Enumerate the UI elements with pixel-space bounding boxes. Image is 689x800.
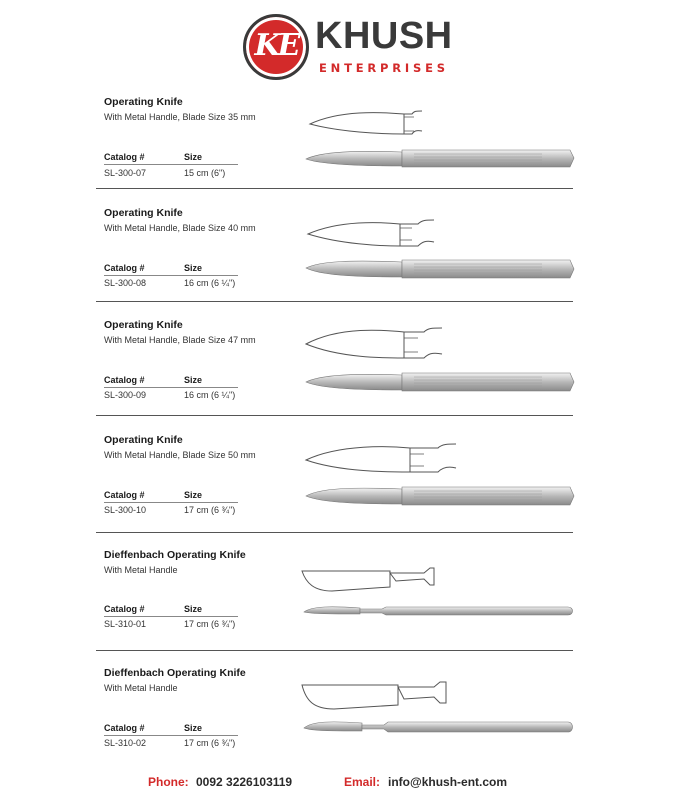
product-title: Operating Knife <box>104 319 183 331</box>
catalog-number: SL-300-08 <box>104 278 147 288</box>
product-title: Operating Knife <box>104 96 183 108</box>
catalog-header: Catalog # <box>104 263 145 273</box>
product-size: 16 cm (6 ¼") <box>184 390 236 400</box>
product-description: With Metal Handle, Blade Size 35 mm <box>104 112 256 122</box>
catalog-number: SL-310-02 <box>104 738 147 748</box>
product-description: With Metal Handle, Blade Size 40 mm <box>104 223 256 233</box>
header-rule <box>104 502 238 503</box>
size-header: Size <box>184 490 203 500</box>
blade-outline-illustration <box>300 442 460 476</box>
blade-outline-illustration <box>300 326 445 362</box>
contact-footer <box>0 775 689 791</box>
logo-monogram: KE <box>254 28 298 63</box>
size-header: Size <box>184 263 203 273</box>
email-address[interactable]: info@khush-ent.com <box>388 775 508 789</box>
size-header: Size <box>184 375 203 385</box>
brand-name: KHUSH <box>315 15 453 57</box>
product-size: 16 cm (6 ¼") <box>184 278 236 288</box>
section-divider <box>96 650 573 651</box>
blade-outline-illustration <box>300 563 440 597</box>
product-title: Operating Knife <box>104 434 183 446</box>
product-description: With Metal Handle <box>104 565 178 575</box>
product-size: 15 cm (6") <box>184 168 226 178</box>
header-rule <box>104 735 238 736</box>
size-header: Size <box>184 604 203 614</box>
header-rule <box>104 387 238 388</box>
size-header: Size <box>184 152 203 162</box>
phone-label: Phone: <box>148 775 189 789</box>
scalpel-photo <box>302 602 577 620</box>
section-divider <box>96 532 573 533</box>
email-label: Email: <box>344 775 381 789</box>
blade-outline-illustration <box>300 679 450 715</box>
section-divider <box>96 188 573 189</box>
header-rule <box>104 164 238 165</box>
brand-tagline: ENTERPRISES <box>319 61 449 75</box>
catalog-number: SL-300-10 <box>104 505 147 515</box>
header-rule <box>104 616 238 617</box>
header-rule <box>104 275 238 276</box>
scalpel-photo <box>302 257 577 281</box>
product-size: 17 cm (6 ¾") <box>184 619 236 629</box>
catalog-header: Catalog # <box>104 604 145 614</box>
catalog-number: SL-300-09 <box>104 390 147 400</box>
blade-outline-illustration <box>300 104 430 138</box>
product-description: With Metal Handle, Blade Size 50 mm <box>104 450 256 460</box>
section-divider <box>96 415 573 416</box>
catalog-header: Catalog # <box>104 723 145 733</box>
catalog-number: SL-310-01 <box>104 619 147 629</box>
product-size: 17 cm (6 ¾") <box>184 738 236 748</box>
product-size: 17 cm (6 ¾") <box>184 505 236 515</box>
product-title: Operating Knife <box>104 207 183 219</box>
product-title: Dieffenbach Operating Knife <box>104 667 246 679</box>
catalog-number: SL-300-07 <box>104 168 147 178</box>
scalpel-photo <box>302 484 577 508</box>
catalog-header: Catalog # <box>104 375 145 385</box>
product-title: Dieffenbach Operating Knife <box>104 549 246 561</box>
phone-number[interactable]: 0092 3226103119 <box>196 775 293 789</box>
size-header: Size <box>184 723 203 733</box>
scalpel-photo <box>302 146 577 170</box>
brand-logo <box>243 14 453 80</box>
blade-outline-illustration <box>300 216 440 250</box>
product-description: With Metal Handle, Blade Size 47 mm <box>104 335 256 345</box>
catalog-header: Catalog # <box>104 152 145 162</box>
scalpel-photo <box>302 717 577 737</box>
scalpel-photo <box>302 370 577 394</box>
section-divider <box>96 301 573 302</box>
product-description: With Metal Handle <box>104 683 178 693</box>
catalog-header: Catalog # <box>104 490 145 500</box>
